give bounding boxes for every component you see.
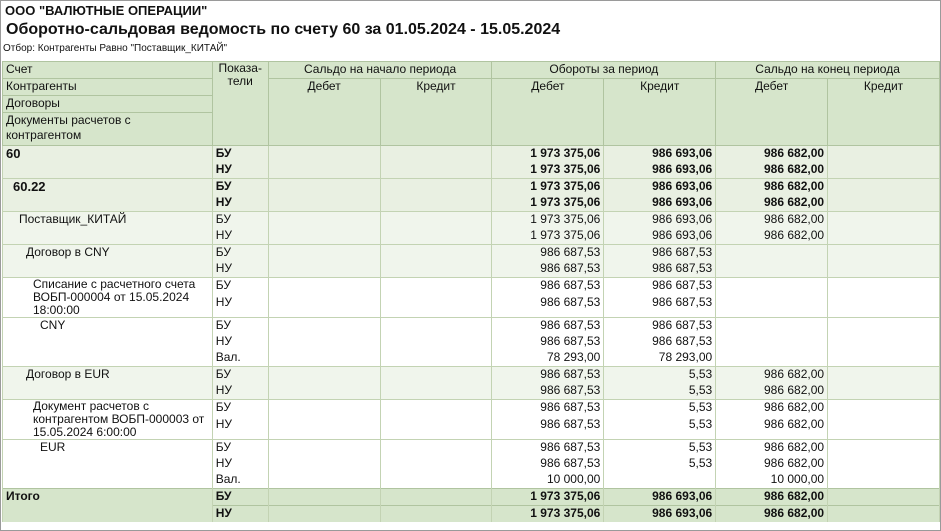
total-row[interactable] (3, 489, 940, 506)
table-row[interactable] (3, 212, 940, 229)
indicator: Вал. (212, 350, 268, 367)
table-row[interactable] (3, 400, 940, 417)
oborot-kredit: 986 687,53 (604, 318, 716, 335)
oborot-debet: 986 687,53 (492, 334, 604, 350)
oborot-debet: 1 973 375,06 (492, 506, 604, 523)
oborot-debet: 1 973 375,06 (492, 489, 604, 506)
indicator: Вал. (212, 472, 268, 489)
indicator: НУ (212, 506, 268, 523)
oborot-kredit: 986 693,06 (604, 162, 716, 179)
oborot-debet: 986 687,53 (492, 417, 604, 440)
indicator: НУ (212, 228, 268, 245)
oborot-debet: 986 687,53 (492, 400, 604, 417)
total-label: Итого (3, 489, 213, 523)
org-name: ООО "ВАЛЮТНЫЕ ОПЕРАЦИИ" (5, 3, 208, 18)
table-row[interactable] (3, 245, 940, 262)
osv-table (2, 61, 940, 522)
oborot-kredit: 986 693,06 (604, 195, 716, 212)
oborot-kredit: 986 693,06 (604, 506, 716, 523)
oborot-debet: 10 000,00 (492, 472, 604, 489)
indicator: БУ (212, 489, 268, 506)
oborot-debet: 986 687,53 (492, 278, 604, 295)
row-label-dokument: Документ расчетов с контрагентом ВОБП-000003 от 15.05.2024 6:00:00 (3, 400, 213, 440)
saldo-kon-debet: 986 682,00 (716, 228, 828, 245)
oborot-kredit: 986 687,53 (604, 245, 716, 262)
header-oboroty[interactable]: Обороты за период (492, 62, 716, 79)
oborot-debet: 986 687,53 (492, 295, 604, 318)
header-pokazateli[interactable]: Показа-тели (212, 62, 268, 146)
row-label-dog-cny: Договор в CNY (3, 245, 213, 278)
header-saldo-kon-kredit[interactable]: Кредит (828, 79, 940, 146)
table-row[interactable] (3, 278, 940, 295)
saldo-kon-debet: 986 682,00 (716, 146, 828, 163)
header-oboroty-debet[interactable]: Дебет (492, 79, 604, 146)
header-dogovory[interactable]: Договоры (3, 96, 213, 113)
indicator: НУ (212, 295, 268, 318)
filter-text: Отбор: Контрагенты Равно "Поставщик_КИТАЙ" (3, 43, 228, 54)
indicator: НУ (212, 334, 268, 350)
oborot-kredit: 5,53 (604, 456, 716, 472)
row-label-spisanie: Списание с расчетного счета ВОБП-000004 от 15.05.2024 18:00:00 (3, 278, 213, 318)
indicator: БУ (212, 179, 268, 196)
oborot-kredit: 5,53 (604, 367, 716, 384)
oborot-kredit: 986 687,53 (604, 278, 716, 295)
indicator: БУ (212, 212, 268, 229)
oborot-debet: 1 973 375,06 (492, 195, 604, 212)
oborot-kredit: 986 693,06 (604, 179, 716, 196)
saldo-kon-debet: 986 682,00 (716, 456, 828, 472)
oborot-debet: 78 293,00 (492, 350, 604, 367)
oborot-kredit: 986 693,06 (604, 146, 716, 163)
indicator: БУ (212, 367, 268, 384)
oborot-kredit: 986 687,53 (604, 295, 716, 318)
indicator: БУ (212, 146, 268, 163)
oborot-debet: 1 973 375,06 (492, 228, 604, 245)
oborot-debet: 986 687,53 (492, 318, 604, 335)
oborot-debet: 1 973 375,06 (492, 162, 604, 179)
row-label-eur: EUR (3, 440, 213, 489)
table-row[interactable] (3, 440, 940, 457)
oborot-kredit: 986 687,53 (604, 334, 716, 350)
header-kontragenty[interactable]: Контрагенты (3, 79, 213, 96)
indicator: НУ (212, 383, 268, 400)
saldo-kon-debet: 986 682,00 (716, 506, 828, 523)
saldo-kon-debet: 986 682,00 (716, 489, 828, 506)
row-label-60: 60 (3, 146, 213, 179)
oborot-debet: 986 687,53 (492, 440, 604, 457)
indicator: БУ (212, 278, 268, 295)
oborot-kredit: 5,53 (604, 417, 716, 440)
row-label-cny: CNY (3, 318, 213, 367)
oborot-kredit: 986 693,06 (604, 228, 716, 245)
row-label-6022: 60.22 (3, 179, 213, 212)
saldo-kon-debet: 986 682,00 (716, 440, 828, 457)
table-row[interactable] (3, 367, 940, 384)
saldo-kon-debet: 986 682,00 (716, 162, 828, 179)
oborot-kredit: 5,53 (604, 383, 716, 400)
oborot-kredit: 986 687,53 (604, 261, 716, 278)
oborot-debet: 986 687,53 (492, 261, 604, 278)
report-title: Оборотно-сальдовая ведомость по счету 60 за 01.05.2024 - 15.05.2024 (6, 21, 561, 38)
header-saldo-kon-debet[interactable]: Дебет (716, 79, 828, 146)
row-label-postavshik: Поставщик_КИТАЙ (3, 212, 213, 245)
oborot-debet: 986 687,53 (492, 367, 604, 384)
indicator: НУ (212, 456, 268, 472)
oborot-kredit: 986 693,06 (604, 212, 716, 229)
oborot-debet: 1 973 375,06 (492, 146, 604, 163)
header-saldo-kon[interactable]: Сальдо на конец периода (716, 62, 940, 79)
header-oboroty-kredit[interactable]: Кредит (604, 79, 716, 146)
header-saldo-nach[interactable]: Сальдо на начало периода (268, 62, 492, 79)
oborot-debet: 986 687,53 (492, 383, 604, 400)
table-row[interactable] (3, 179, 940, 196)
indicator: БУ (212, 318, 268, 335)
indicator: НУ (212, 162, 268, 179)
saldo-kon-debet: 986 682,00 (716, 179, 828, 196)
oborot-kredit: 78 293,00 (604, 350, 716, 367)
header-saldo-nach-debet[interactable]: Дебет (268, 79, 380, 146)
indicator: НУ (212, 195, 268, 212)
saldo-kon-debet: 986 682,00 (716, 383, 828, 400)
indicator: БУ (212, 245, 268, 262)
indicator: БУ (212, 440, 268, 457)
table-row[interactable] (3, 146, 940, 163)
header-schet[interactable]: Счет (3, 62, 213, 79)
oborot-kredit: 5,53 (604, 400, 716, 417)
oborot-debet: 986 687,53 (492, 245, 604, 262)
header-dokumenty[interactable]: Документы расчетов с контрагентом (3, 113, 213, 146)
oborot-debet: 1 973 375,06 (492, 212, 604, 229)
oborot-debet: 986 687,53 (492, 456, 604, 472)
indicator: НУ (212, 261, 268, 278)
indicator: НУ (212, 417, 268, 440)
saldo-kon-debet: 986 682,00 (716, 400, 828, 417)
indicator: БУ (212, 400, 268, 417)
oborot-debet: 1 973 375,06 (492, 179, 604, 196)
header-saldo-nach-kredit[interactable]: Кредит (380, 79, 492, 146)
saldo-kon-debet: 10 000,00 (716, 472, 828, 489)
oborot-kredit: 5,53 (604, 440, 716, 457)
saldo-kon-debet: 986 682,00 (716, 212, 828, 229)
saldo-kon-debet: 986 682,00 (716, 195, 828, 212)
saldo-kon-debet: 986 682,00 (716, 367, 828, 384)
saldo-kon-debet: 986 682,00 (716, 417, 828, 440)
oborot-kredit: 986 693,06 (604, 489, 716, 506)
row-label-dog-eur: Договор в EUR (3, 367, 213, 400)
table-row[interactable] (3, 318, 940, 335)
